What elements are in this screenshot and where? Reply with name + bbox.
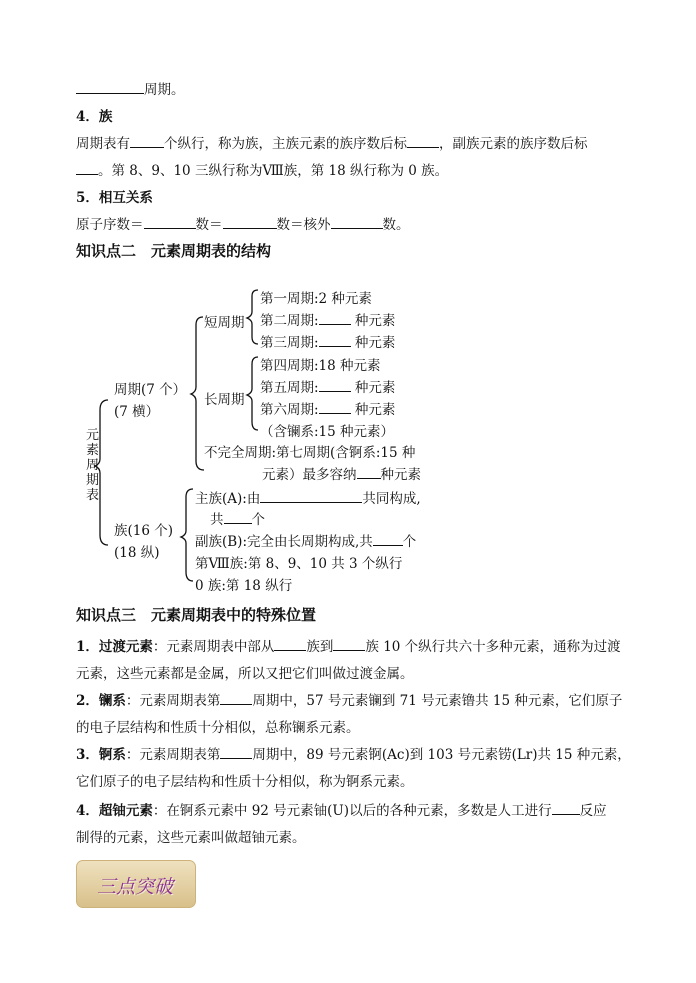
section-5-heading: 5．相互关系 xyxy=(76,190,153,206)
transition-elements-line-1: 1．过渡元素：元素周期表中部从 族到 族 10 个纵行共六十多种元素，通称为过渡 xyxy=(76,639,621,655)
root-label: 元 素 周 期 表 xyxy=(86,428,100,503)
intro-line: 周期。 xyxy=(76,78,185,98)
fill-blank[interactable] xyxy=(220,692,252,705)
section-4-heading: 4．族 xyxy=(76,109,113,125)
fill-blank[interactable] xyxy=(274,638,306,651)
actinides-line-2: 它们原子的电子层结构和性质十分相似，称为锕系元素。 xyxy=(76,774,414,790)
period-7-cont: 元素）最多容纳 种元素 xyxy=(262,467,421,483)
fill-blank[interactable] xyxy=(319,312,351,325)
period-2: 第二周期: 种元素 xyxy=(260,313,396,329)
section-badge xyxy=(76,860,196,908)
fill-blank[interactable] xyxy=(373,533,403,546)
lanthanides-line-2: 的电子层结构和性质十分相似，总称镧系元素。 xyxy=(76,720,360,736)
fill-blank[interactable] xyxy=(552,802,580,815)
period-6: 第六周期: 种元素 xyxy=(260,402,396,418)
fill-blank[interactable] xyxy=(319,401,351,414)
period-6-note: （含镧系:15 种元素） xyxy=(260,424,395,440)
section-4-line-2: 。第 8、9、10 三纵行称为Ⅷ族，第 18 纵行称为 0 族。 xyxy=(76,159,448,179)
section-4-line-1: 周期表有 个纵行，称为族，主族元素的族序数后标 ，副族元素的族序数后标 xyxy=(76,136,588,152)
group-0: 0 族:第 18 纵行 xyxy=(195,578,293,594)
fill-blank[interactable] xyxy=(260,490,362,503)
fill-blank[interactable] xyxy=(220,746,252,759)
fill-blank[interactable] xyxy=(224,511,252,524)
fill-blank[interactable] xyxy=(319,379,351,392)
transition-elements-line-2: 元素，这些元素都是金属，所以又把它们叫做过渡金属。 xyxy=(76,666,414,682)
main-group: 主族(A):由 共同构成, xyxy=(195,491,421,507)
period-1: 第一周期:2 种元素 xyxy=(260,291,372,307)
long-period-label: 长周期 xyxy=(204,392,245,408)
group-8: 第Ⅷ族:第 8、9、10 共 3 个纵行 xyxy=(195,556,403,572)
fill-blank[interactable] xyxy=(357,466,381,479)
lanthanides-line-1: 2．镧系：元素周期表第 周期中，57 号元素镧到 71 号元素镥共 15 种元素，它们原子 xyxy=(76,693,623,709)
knowledge-point-2-title: 知识点二 元素周期表的结构 xyxy=(76,242,272,260)
fill-blank[interactable] xyxy=(333,638,365,651)
section-badge-label: 三点突破 xyxy=(97,876,174,898)
period-4: 第四周期:18 种元素 xyxy=(260,358,381,374)
period-label: 周期(7 个） xyxy=(114,382,187,398)
short-period-label: 短周期 xyxy=(204,315,245,331)
main-group-count: 共 个 xyxy=(210,512,265,528)
sub-group: 副族(B):完全由长周期构成,共 个 xyxy=(195,534,417,550)
period-sublabel: (7 横） xyxy=(114,404,160,420)
period-5: 第五周期: 种元素 xyxy=(260,380,396,396)
knowledge-point-3-title: 知识点三 元素周期表中的特殊位置 xyxy=(76,606,317,624)
group-label: 族(16 个) xyxy=(114,523,174,539)
period-3: 第三周期: 种元素 xyxy=(260,335,396,351)
group-sublabel: (18 纵) xyxy=(114,545,160,561)
period-7: 不完全周期:第七周期(含锕系:15 种 xyxy=(204,445,416,461)
fill-blank[interactable] xyxy=(319,334,351,347)
actinides-line-1: 3．锕系：元素周期表第 周期中，89 号元素锕(Ac)到 103 号元素铹(Lr)共 15 种元素， xyxy=(76,747,631,763)
transuranium-line-1: 4．超铀元素：在锕系元素中 92 号元素铀(U)以后的各种元素，多数是人工进行 反应 xyxy=(76,803,607,819)
transuranium-line-2: 制得的元素，这些元素叫做超铀元素。 xyxy=(76,830,306,846)
section-5-line: 原子序数＝ 数＝ 数＝核外 数。 xyxy=(76,217,410,233)
